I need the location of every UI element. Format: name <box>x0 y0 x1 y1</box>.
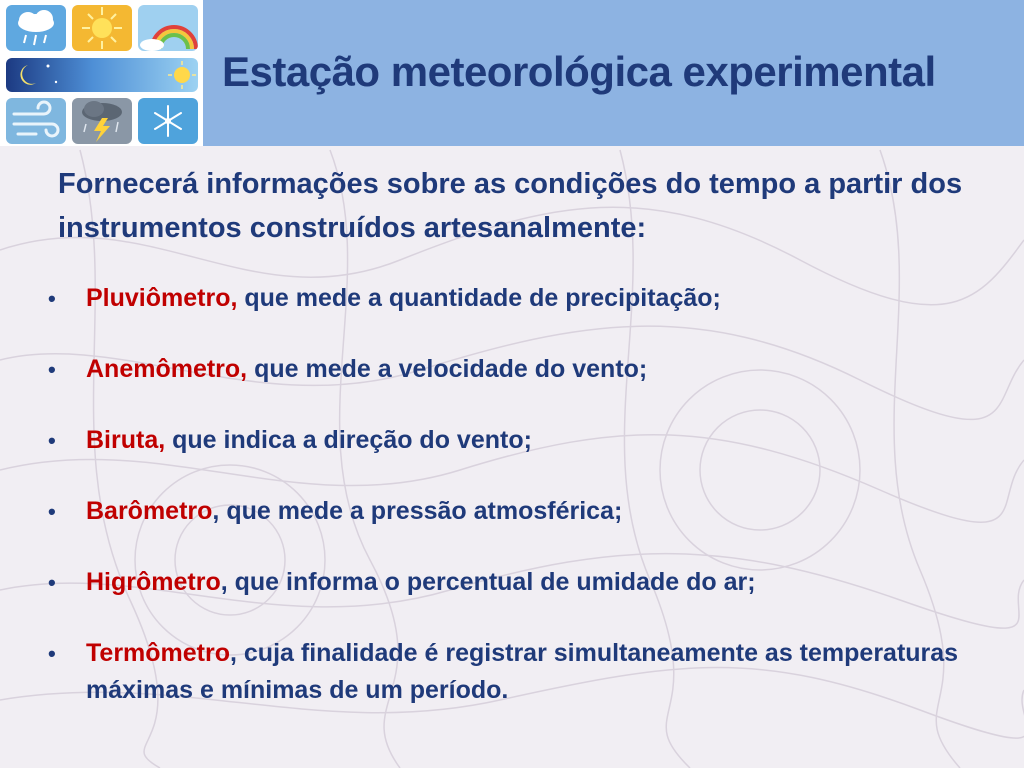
snowflake-icon <box>138 98 198 144</box>
day-night-icon <box>6 58 198 92</box>
wind-icon <box>6 98 66 144</box>
bullet-dot: • <box>48 428 56 453</box>
instrument-description: que mede a velocidade do vento; <box>247 355 648 383</box>
sun-icon <box>72 5 132 51</box>
bullet-dot: • <box>48 641 56 666</box>
list-item <box>48 351 968 388</box>
instrument-term: Higrômetro <box>86 568 221 596</box>
bullet-dot: • <box>48 499 56 524</box>
instrument-term: Biruta, <box>86 426 166 454</box>
list-item <box>48 564 968 601</box>
instrument-term: Anemômetro, <box>86 355 248 383</box>
instrument-term: Barômetro <box>86 497 213 525</box>
list-item <box>48 493 968 530</box>
list-item <box>48 635 968 709</box>
slide-title: Estação meteorológica experimental <box>222 48 936 95</box>
bullet-dot: • <box>48 357 56 382</box>
instrument-term: Pluviômetro, <box>86 284 238 312</box>
cloud-rain-icon <box>6 5 66 51</box>
instrument-description: que indica a direção do vento; <box>165 426 532 454</box>
bullet-dot: • <box>48 570 56 595</box>
list-item <box>48 422 968 459</box>
intro-text: Fornecerá informações sobre as condições do tempo a partir dos instrumentos construídos artesanalmente: <box>58 168 963 244</box>
instrument-description: , que mede a pressão atmosférica; <box>212 497 623 525</box>
storm-icon <box>72 98 132 144</box>
weather-icons-panel <box>0 0 203 146</box>
rainbow-icon <box>138 5 198 51</box>
instrument-list <box>48 280 968 743</box>
list-item <box>48 280 968 317</box>
bullet-dot: • <box>48 286 56 311</box>
instrument-description: que mede a quantidade de precipitação; <box>237 284 721 312</box>
instrument-description: , cuja finalidade é registrar simultaneamente as temperaturas máximas e mínimas de um período. <box>86 639 959 704</box>
instrument-term: Termômetro <box>86 639 231 667</box>
instrument-description: , que informa o percentual de umidade do ar; <box>220 568 756 596</box>
